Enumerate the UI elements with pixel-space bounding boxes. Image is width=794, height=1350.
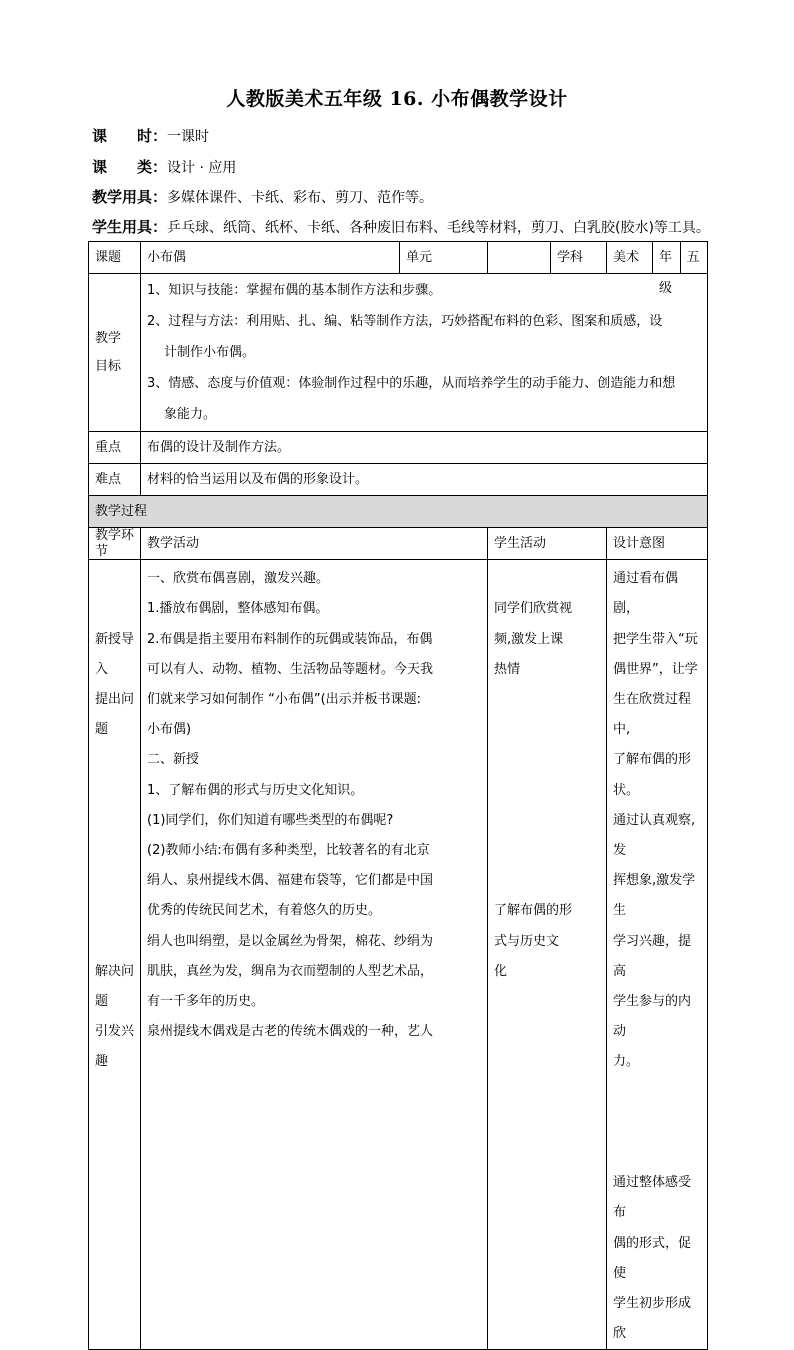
intent-line: 通过看布偶剧， <box>613 571 679 617</box>
key-point-label: 重点 <box>89 432 141 464</box>
teacher-line: 有一千多年的历史。 <box>147 994 265 1010</box>
student-line: 了解布偶的形 <box>494 903 573 919</box>
intent-line: 通过整体感受布 <box>613 1175 692 1221</box>
meta-class-type <box>92 156 236 177</box>
teacher-line: 二、新授 <box>147 752 200 768</box>
intent-line: 把学生带入“玩 <box>613 631 698 647</box>
meta-value: 一课时 <box>167 129 210 145</box>
process-title-row <box>89 496 708 528</box>
difficulty-label: 难点 <box>89 464 141 496</box>
intent-line: 偶世界”，让学 <box>613 661 698 677</box>
objectives-content <box>141 274 708 432</box>
teacher-line: 泉州提线木偶戏是古老的传统木偶戏的一种，艺人 <box>147 1024 434 1040</box>
topic-label: 课题 <box>89 242 141 274</box>
meta-class-hours <box>92 125 209 146</box>
meta-key: 学生用具： <box>92 218 168 236</box>
process-content-row <box>89 560 708 1350</box>
stage-text: 新授导入 <box>95 631 135 677</box>
objective-line: 1、知识与技能：掌握布偶的基本制作方法和步骤。 <box>147 283 442 298</box>
stage-text: 解决问题 <box>95 963 135 1010</box>
objective-item <box>147 275 701 306</box>
objective-item <box>147 306 701 368</box>
intent-line: 挥想象,激发学生 <box>613 873 696 919</box>
intent-line: 学生初步形成欣 <box>613 1296 692 1342</box>
col-student: 学生活动 <box>488 528 607 560</box>
teacher-line: (1)同学们，你们知道有哪些类型的布偶呢? <box>147 812 394 828</box>
objectives-label-line1: 教学 <box>95 330 122 346</box>
meta-student-tools <box>92 216 710 237</box>
stage-text: 引发兴趣 <box>95 1024 135 1070</box>
student-activity-cell <box>488 560 607 1350</box>
teacher-line: 小布偶) <box>147 722 192 738</box>
meta-key: 课 类： <box>92 158 168 176</box>
col-teacher: 教学活动 <box>141 528 488 560</box>
unit-value <box>488 242 551 274</box>
objectives-label <box>89 274 141 432</box>
col-stage: 教学环节 <box>89 528 141 560</box>
intent-line: 偶的形式，促使 <box>613 1235 692 1281</box>
teacher-line: 绢人、泉州提线木偶、福建布袋等，它们都是中国 <box>147 873 434 889</box>
document-title: 人教版美术五年级 16. 小布偶教学设计 <box>226 88 568 110</box>
student-line: 热情 <box>494 661 521 677</box>
teacher-line: 们就来学习如何制作 “小布偶”(出示并板书课题: <box>147 692 422 707</box>
student-line: 频,激发上课 <box>494 631 564 647</box>
intent-line: 学生参与的内动 <box>613 994 692 1040</box>
process-header-row <box>89 528 708 560</box>
lesson-plan-table <box>88 241 708 1350</box>
key-point-row <box>89 432 708 464</box>
grade-value: 五 <box>686 250 700 265</box>
student-line: 同学们欣赏视 <box>494 601 573 617</box>
objectives-row <box>89 274 708 432</box>
intent-line: 生在欣赏过程中, <box>613 692 692 738</box>
teacher-line: 绢人也叫绢塑，是以金属丝为骨架，棉花、纱绢为 <box>147 933 434 949</box>
meta-value: 多媒体课件、卡纸、彩布、剪刀、范作等。 <box>167 190 434 206</box>
objective-line: 3、情感、态度与价值观：体验制作过程中的乐趣，从而培养学生的动手能力、创造能力和想 <box>147 376 676 391</box>
intent-line: 通过认真观察,发 <box>613 812 696 859</box>
objective-item <box>147 368 701 430</box>
student-line: 化 <box>494 963 508 979</box>
meta-key: 教学用具： <box>92 188 168 206</box>
teacher-line: 可以有人、动物、植物、生活物品等题材。今天我 <box>147 661 434 677</box>
teacher-line: 2.布偶是指主要用布料制作的玩偶或装饰品，布偶 <box>147 631 433 647</box>
intent-line: 了解布偶的形状。 <box>613 752 692 798</box>
teacher-line: 1、了解布偶的形式与历史文化知识。 <box>147 782 364 798</box>
unit-label: 单元 <box>400 242 488 274</box>
stage-text: 提出问题 <box>95 692 135 738</box>
meta-value: 设计 · 应用 <box>167 160 237 176</box>
teacher-line: 优秀的传统民间艺术，有着悠久的历史。 <box>147 903 382 919</box>
grade-label <box>653 242 708 296</box>
process-title: 教学过程 <box>89 496 708 528</box>
meta-value: 乒乓球、纸筒、纸杯、卡纸、各种废旧布料、毛线等材料，剪刀、白乳胶(胶水)等工具。 <box>167 220 710 236</box>
intent-line: 力。 <box>613 1054 640 1070</box>
teacher-line: 肌肤，真丝为发，绸帛为衣而塑制的人型艺术品， <box>147 963 434 979</box>
grade-label-text: 年级 <box>653 242 681 273</box>
topic-row <box>89 242 708 274</box>
col-intent: 设计意图 <box>607 528 708 560</box>
subject-value: 美术 <box>607 242 653 274</box>
subject-label: 学科 <box>551 242 607 274</box>
objective-line: 2、过程与方法：利用贴、扎、编、粘等制作方法，巧妙搭配布料的色彩、图案和质感，设 <box>147 314 663 329</box>
teacher-activity-cell <box>141 560 488 1350</box>
teacher-line: 1.播放布偶剧，整体感知布偶。 <box>147 601 329 617</box>
key-point-text: 布偶的设计及制作方法。 <box>141 432 708 464</box>
stage-cell <box>89 560 141 1350</box>
difficulty-text: 材料的恰当运用以及布偶的形象设计。 <box>141 464 708 496</box>
student-line: 式与历史文 <box>494 933 560 949</box>
difficulty-row <box>89 464 708 496</box>
objective-line-cont: 象能力。 <box>164 407 217 422</box>
meta-key: 课 时： <box>92 127 168 145</box>
topic-value: 小布偶 <box>141 242 400 274</box>
design-intent-cell <box>607 560 708 1350</box>
objectives-label-line2: 目标 <box>95 358 122 374</box>
meta-teaching-tools <box>92 186 433 207</box>
teacher-line: (2)教师小结:布偶有多种类型，比较著名的有北京 <box>147 843 430 859</box>
objective-line-cont: 计制作小布偶。 <box>164 345 256 360</box>
intent-line: 学习兴趣，提高 <box>613 933 692 979</box>
teacher-line: 一、欣赏布偶喜剧，激发兴趣。 <box>147 571 330 587</box>
